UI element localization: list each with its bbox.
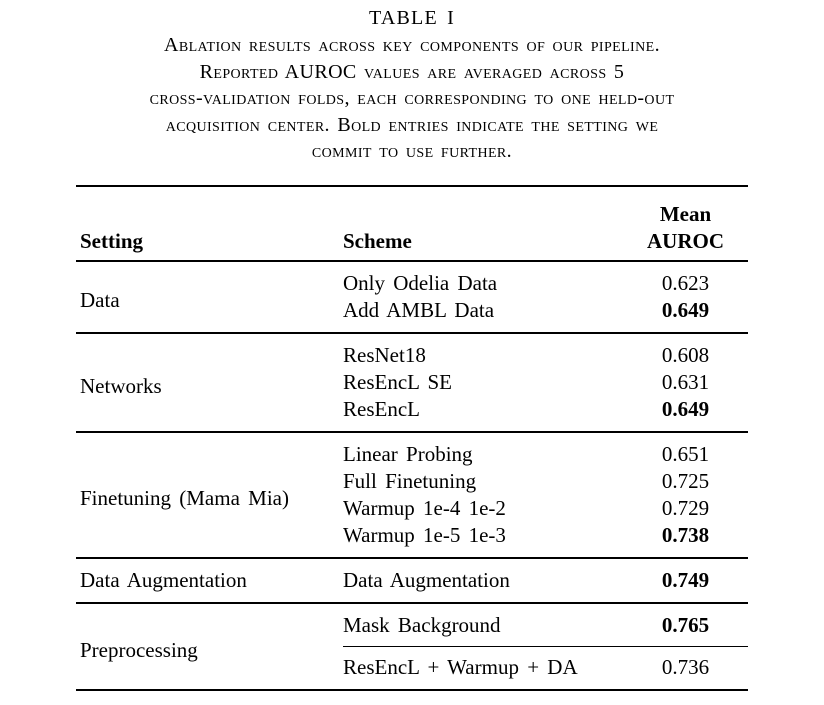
scheme-cell: ResEncL + Warmup + DA: [343, 646, 623, 690]
auroc-value: 0.725: [661, 468, 710, 493]
caption-line: commit to use further.: [311, 140, 513, 162]
setting-cell-networks: Networks: [76, 333, 343, 432]
scheme-cell: Add AMBL Data: [343, 297, 623, 333]
setting-cell-finetuning: Finetuning (Mama Mia): [76, 432, 343, 558]
table-row: [76, 261, 748, 297]
table-row: [76, 558, 748, 603]
header-setting: Setting: [76, 186, 343, 261]
header-row: [76, 186, 748, 261]
header-scheme: Scheme: [343, 186, 623, 261]
scheme-cell: ResEncL SE: [343, 369, 452, 394]
scheme-cell: Full Finetuning: [343, 468, 477, 493]
caption-line: Reported AUROC values are averaged across 5: [199, 60, 625, 83]
scheme-cell: Warmup 1e-5 1e-3: [343, 522, 623, 558]
auroc-value: 0.649: [623, 297, 748, 333]
auroc-value: 0.749: [623, 558, 748, 603]
caption-line: acquisition center. Bold entries indicate the setting we: [165, 113, 659, 136]
auroc-value: 0.631: [661, 369, 710, 394]
auroc-value: 0.736: [623, 646, 748, 690]
scheme-cell: Linear Probing: [343, 441, 473, 466]
ablation-results-table: [76, 185, 748, 691]
setting-cell-data-augmentation: Data Augmentation: [76, 558, 343, 603]
caption-line: Ablation results across key components of our pipeline.: [164, 34, 660, 56]
header-mean-auroc-line1: Mean: [659, 201, 712, 226]
auroc-value: 0.729: [661, 495, 710, 520]
header-mean-auroc: [623, 186, 748, 261]
auroc-value: 0.738: [623, 522, 748, 558]
setting-cell-preprocessing: Preprocessing: [76, 603, 343, 690]
setting-cell-data: Data: [76, 261, 343, 333]
scheme-cell: Data Augmentation: [343, 558, 623, 603]
scheme-cell: ResEncL: [343, 396, 623, 432]
auroc-value: 0.623: [661, 270, 710, 295]
table-caption: [32, 5, 792, 165]
table-row: [76, 603, 748, 647]
header-mean-auroc-line2: AUROC: [647, 228, 724, 253]
table-row: [76, 333, 748, 369]
scheme-cell: ResNet18: [343, 342, 426, 367]
auroc-value: 0.765: [661, 612, 710, 637]
scheme-cell: Warmup 1e-4 1e-2: [343, 495, 506, 520]
caption-line: cross-validation folds, each corresponding to one held-out: [149, 87, 675, 109]
table-row: [76, 432, 748, 468]
table-caption-label: TABLE I: [369, 7, 455, 29]
scheme-cell: Only Odelia Data: [343, 270, 498, 295]
auroc-value: 0.649: [623, 396, 748, 432]
auroc-value: 0.651: [661, 441, 710, 466]
auroc-value: 0.608: [661, 342, 710, 367]
scheme-cell: Mask Background: [343, 612, 501, 637]
